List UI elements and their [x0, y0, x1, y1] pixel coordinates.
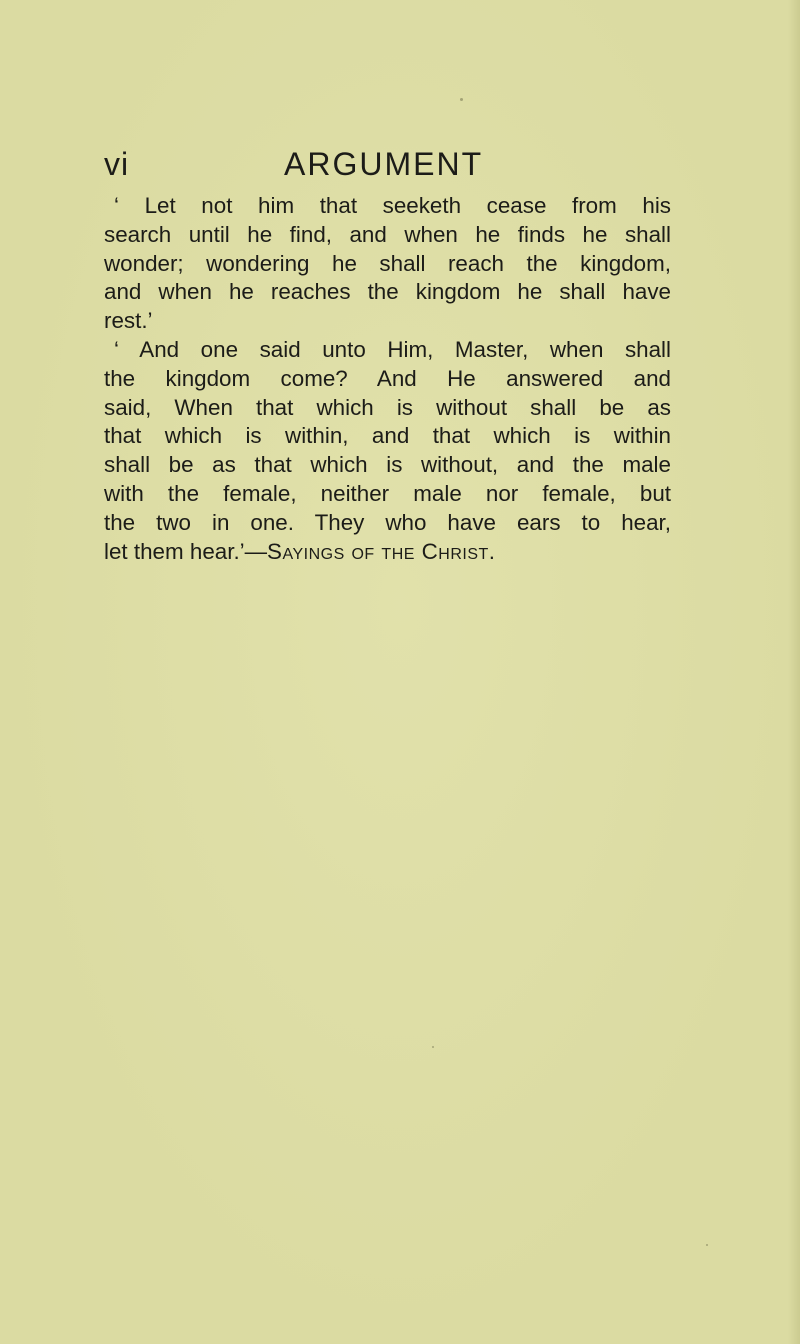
text-line: the two in one. They who have ears to hear,	[104, 509, 671, 535]
page-header	[104, 146, 604, 196]
text-line: ‘ Let not him that seeketh cease from his	[114, 193, 671, 218]
text-line: wonder; wondering he shall reach the kingdom,	[104, 250, 671, 276]
paper-speck	[706, 1244, 708, 1246]
text-line: shall be as that which is without, and the male	[104, 452, 671, 478]
text-line: with the female, neither male nor female, but	[104, 480, 671, 506]
body-text	[104, 192, 671, 566]
paragraph-2	[104, 336, 671, 566]
paper-speck	[432, 1046, 434, 1048]
text-line: and when he reaches the kingdom he shall have	[104, 279, 671, 305]
text-line: search until he find, and when he finds he shall	[104, 221, 671, 247]
page-number: vi	[104, 146, 130, 182]
text-line: ‘ And one said unto Him, Master, when shall	[114, 336, 671, 362]
paragraph-1	[104, 192, 671, 336]
paper-speck	[460, 98, 463, 101]
final-line-text: let them hear.’—	[104, 538, 268, 564]
text-line: said, When that which is without shall be as	[104, 394, 671, 420]
text-line: the kingdom come? And He answered and	[104, 365, 671, 391]
page-edge-shadow	[788, 0, 800, 1344]
text-line: rest.’	[104, 308, 153, 334]
running-head: ARGUMENT	[284, 146, 484, 182]
attribution: Sayings of the Christ.	[267, 538, 496, 564]
text-line-final	[104, 538, 671, 567]
text-line: that which is within, and that which is within	[104, 423, 671, 449]
